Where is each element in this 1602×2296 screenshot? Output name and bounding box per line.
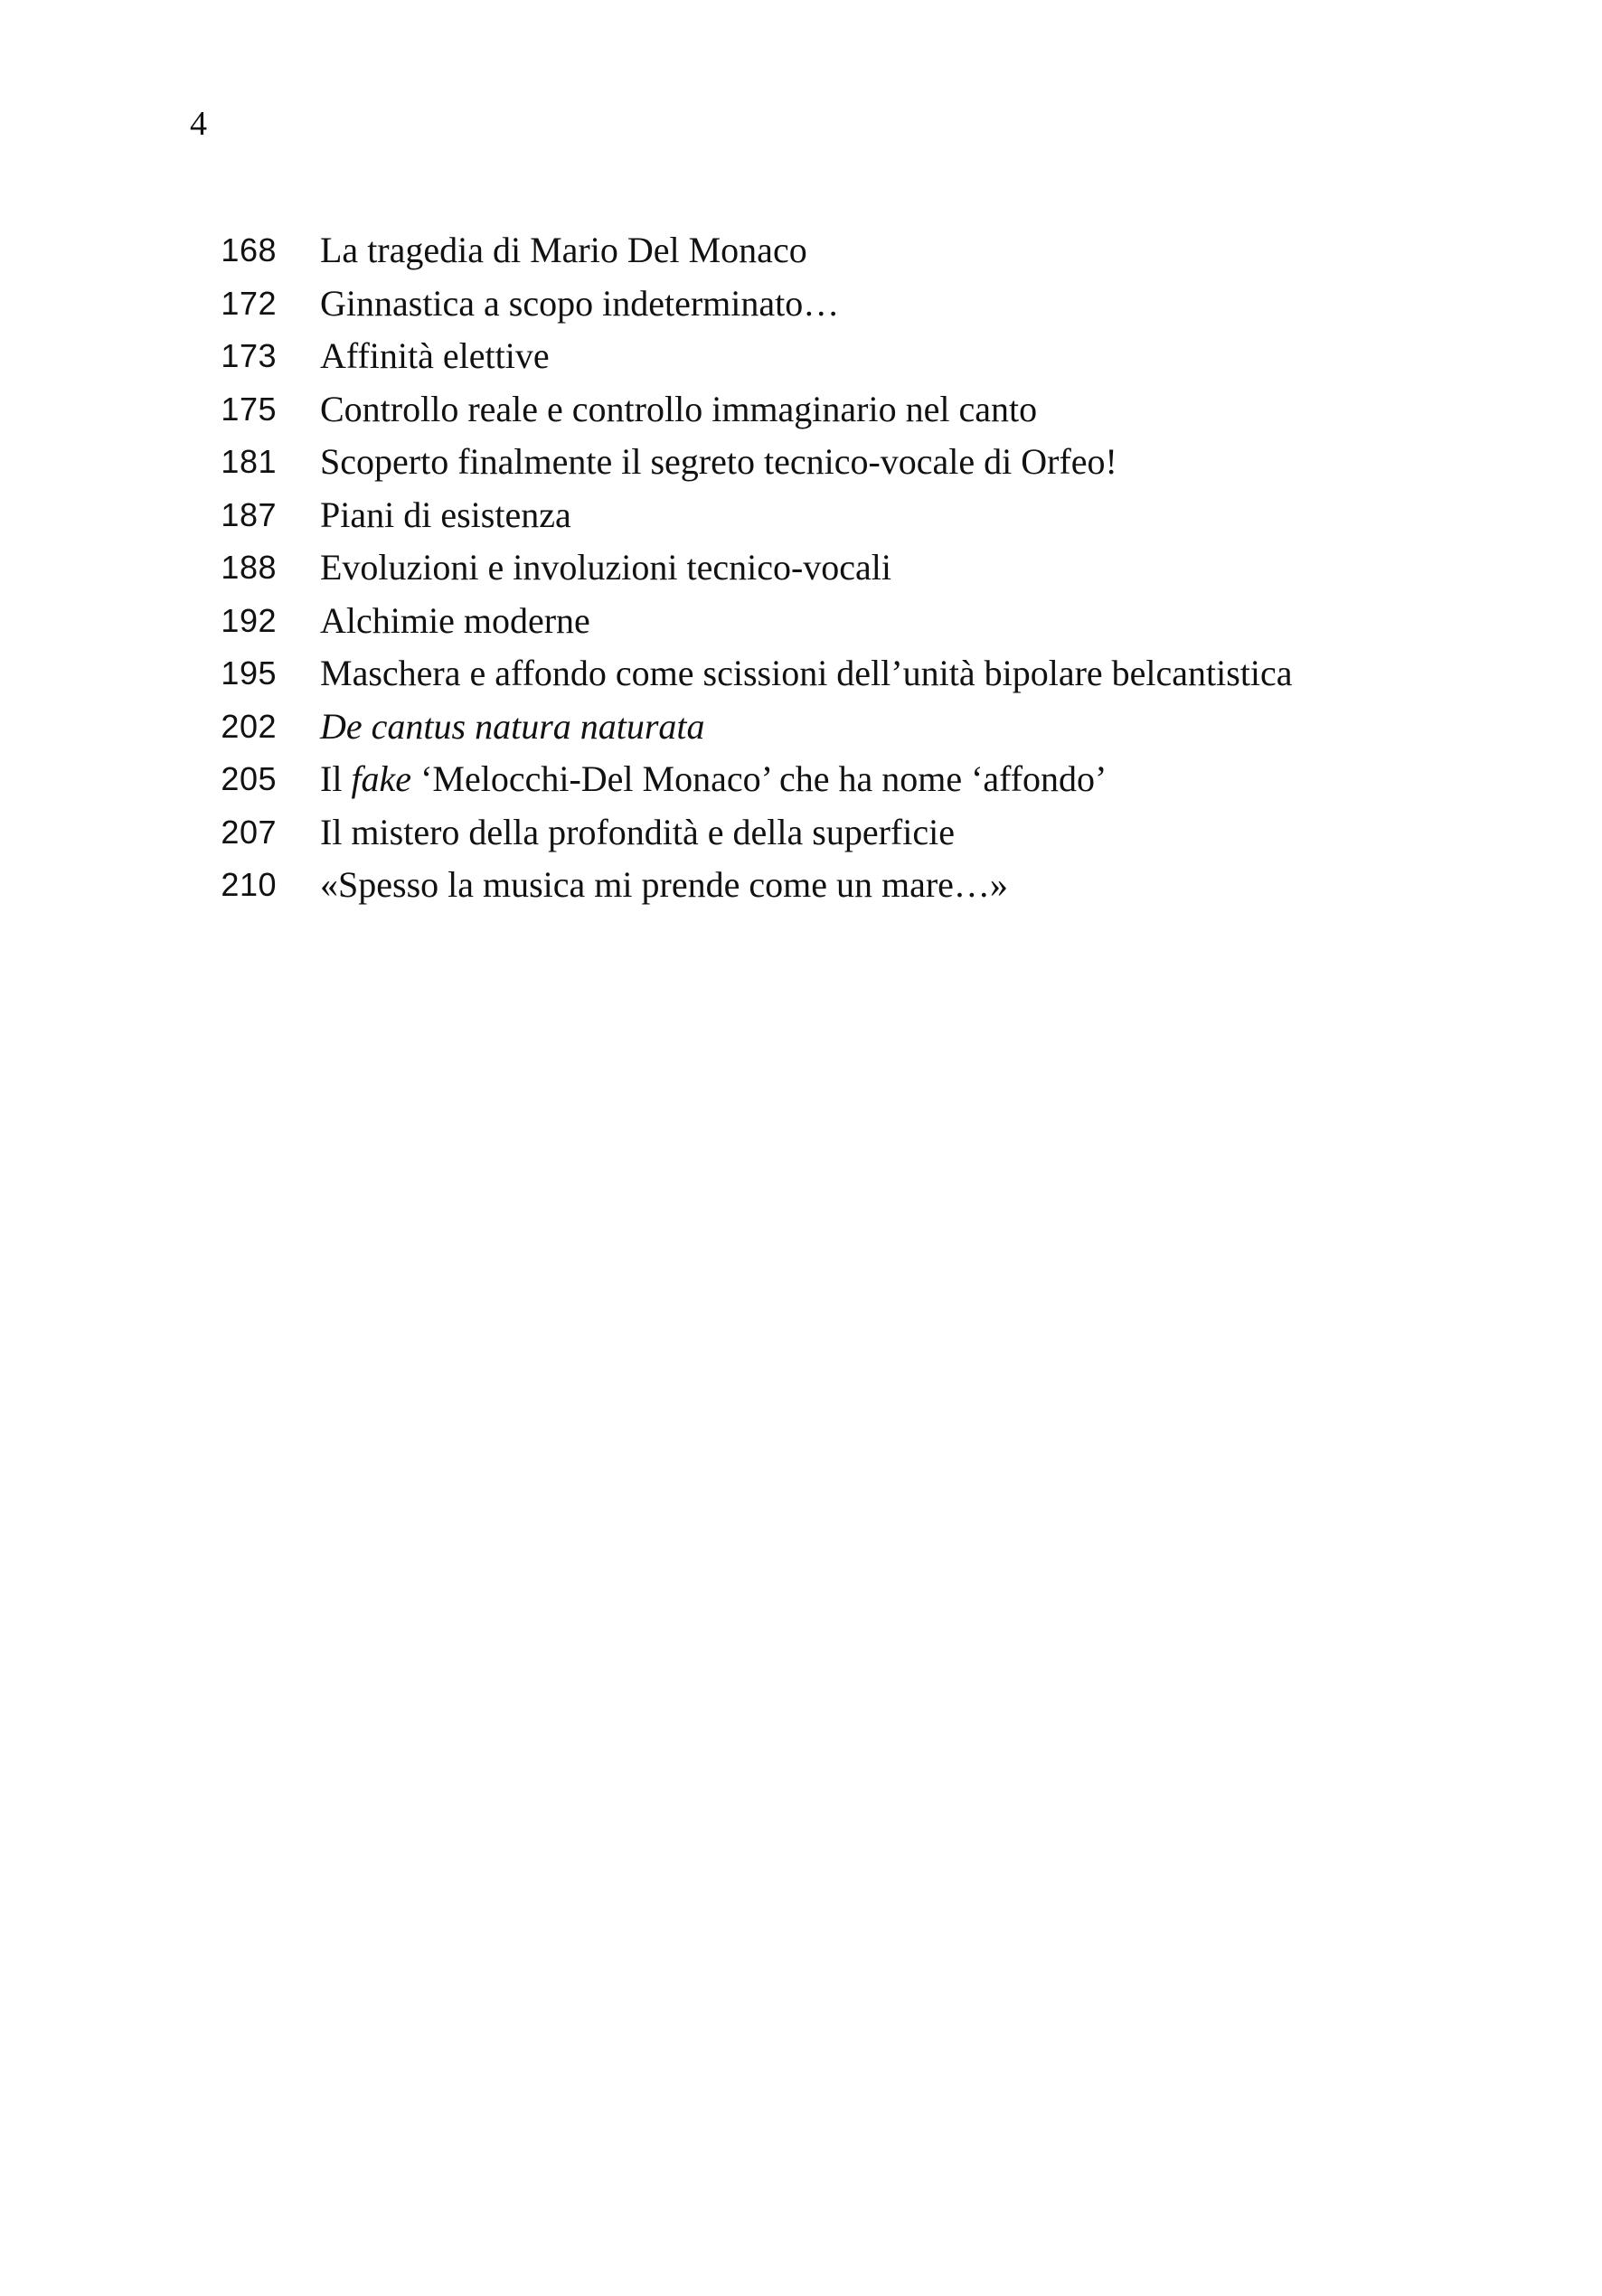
toc-title-suffix: ‘Melocchi-Del Monaco’ che ha nome ‘affondo’: [411, 758, 1107, 799]
toc-title: «Spesso la musica mi prende come un mare…»: [320, 864, 1008, 905]
toc-title-prefix: Il: [320, 758, 352, 799]
toc-entry: [0, 436, 1602, 489]
toc-title: La tragedia di Mario Del Monaco: [320, 230, 807, 270]
toc-title: [320, 753, 1107, 806]
toc-page-number: 207: [221, 813, 277, 851]
toc-entry: [0, 595, 1602, 648]
toc-title: Affinità elettive: [320, 335, 550, 376]
toc-page-number: 210: [221, 866, 277, 903]
toc-entry: [0, 541, 1602, 595]
page-number: 4: [190, 105, 207, 143]
toc-entry: [0, 330, 1602, 383]
toc-page-number: 187: [221, 495, 277, 533]
toc-title: Evoluzioni e involuzioni tecnico-vocali: [320, 547, 892, 588]
toc-title: Ginnastica a scopo indeterminato…: [320, 282, 840, 324]
toc-page-number: 202: [221, 707, 277, 745]
toc-page-number: 175: [221, 390, 277, 428]
toc-title: Piani di esistenza: [320, 494, 571, 535]
toc-page-number: 173: [221, 337, 277, 374]
toc-entry: [0, 489, 1602, 542]
toc-entry: [0, 806, 1602, 860]
toc-page-number: 205: [221, 760, 277, 797]
toc-entry: [0, 647, 1602, 701]
toc-title: Il mistero della profondità e della superficie: [320, 811, 955, 852]
toc-page-number: 168: [221, 231, 277, 268]
table-of-contents: [0, 224, 1602, 912]
toc-entry: [0, 701, 1602, 754]
toc-title: Scoperto finalmente il segreto tecnico-vocale di Orfeo!: [320, 441, 1117, 482]
toc-entry: [0, 753, 1602, 806]
toc-title-italic: fake: [351, 758, 412, 799]
toc-page-number: 192: [221, 601, 277, 639]
toc-entry: [0, 224, 1602, 278]
toc-title: Maschera e affondo come scissioni dell’unità bipolare belcantistica: [320, 653, 1293, 693]
toc-title: Controllo reale e controllo immaginario nel canto: [320, 388, 1038, 429]
toc-entry: [0, 859, 1602, 912]
toc-page-number: 195: [221, 654, 277, 692]
toc-title: De cantus natura naturata: [320, 705, 705, 747]
toc-entry: [0, 278, 1602, 331]
toc-page-number: 181: [221, 443, 277, 480]
toc-page-number: 188: [221, 549, 277, 586]
toc-page-number: 172: [221, 284, 277, 322]
toc-entry: [0, 383, 1602, 437]
toc-title: Alchimie moderne: [320, 599, 590, 641]
